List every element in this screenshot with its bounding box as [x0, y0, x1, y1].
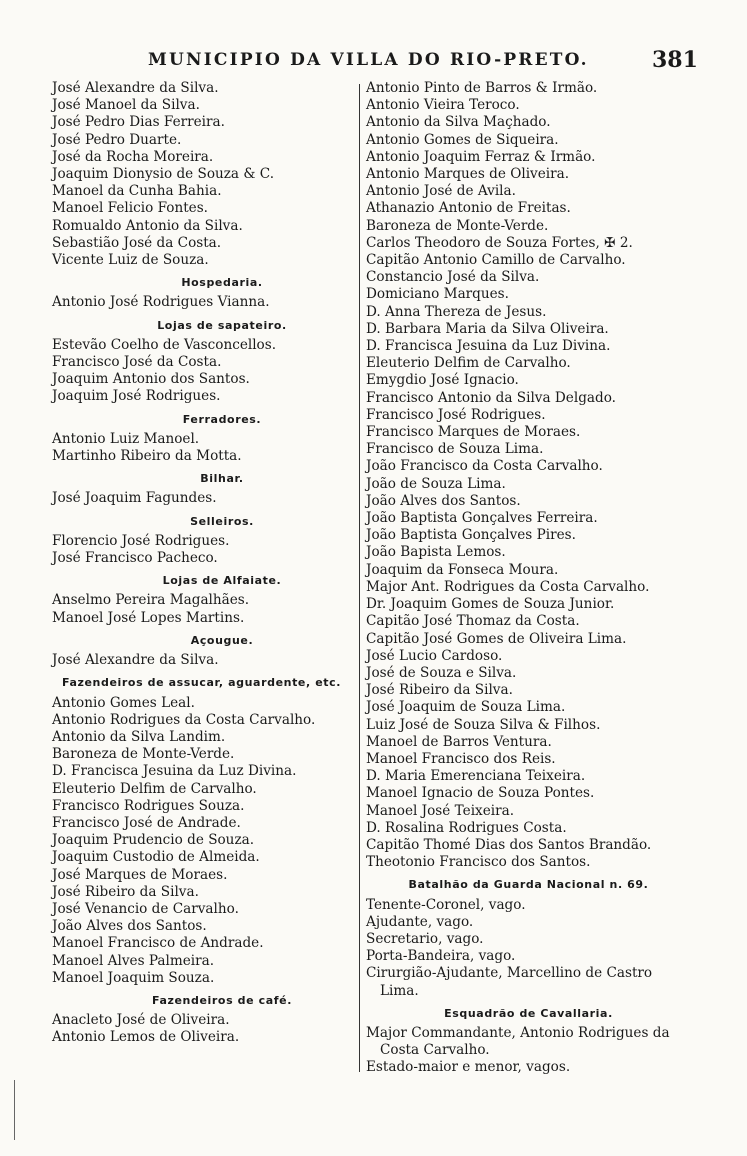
- section-heading-alfaiate: Lojas de Alfaiate.: [162, 574, 282, 588]
- list-item: Joaquim Custodio de Almeida.: [52, 849, 260, 866]
- section-heading-fazendeiros-assucar: Fazendeiros de assucar, aguardente, etc.: [62, 676, 342, 690]
- list-item: Ajudante, vago.: [366, 913, 474, 930]
- list-item: José Ribeiro da Silva.: [366, 682, 513, 699]
- list-item: Antonio da Silva Landim.: [52, 728, 226, 745]
- list-item: João Alves dos Santos.: [366, 492, 521, 509]
- list-item: Capitão Thomé Dias dos Santos Brandão.: [366, 836, 652, 853]
- list-item: Tenente-Coronel, vago.: [366, 896, 526, 913]
- list-item: Vicente Luiz de Souza.: [52, 252, 209, 269]
- list-item: D. Barbara Maria da Silva Oliveira.: [366, 320, 609, 337]
- list-item: José Lucio Cardoso.: [366, 647, 503, 664]
- page-header: [0, 47, 747, 80]
- margin-rule: [14, 1080, 15, 1140]
- list-item: Antonio Joaquim Ferraz & Irmão.: [366, 148, 596, 165]
- list-item: Capitão Antonio Camillo de Carvalho.: [366, 252, 626, 269]
- page-title: MUNICIPIO DA VILLA DO RIO-PRETO.: [148, 50, 589, 70]
- list-item: Anacleto José de Oliveira.: [52, 1012, 230, 1029]
- list-item: José Joaquim Fagundes.: [52, 490, 217, 507]
- list-item: Estado-maior e menor, vagos.: [366, 1059, 571, 1076]
- list-item: D. Maria Emerenciana Teixeira.: [366, 768, 586, 785]
- list-item: Luiz José de Souza Silva & Filhos.: [366, 716, 601, 733]
- list-item: José Alexandre da Silva.: [52, 652, 219, 669]
- list-item: Manoel José Lopes Martins.: [52, 609, 245, 626]
- list-item: Manoel da Cunha Bahia.: [52, 183, 222, 200]
- list-item: Baroneza de Monte-Verde.: [52, 746, 235, 763]
- list-item: Eleuterio Delfim de Carvalho.: [52, 780, 257, 797]
- list-item-continuation: Costa Carvalho.: [380, 1042, 490, 1059]
- list-item: D. Anna Thereza de Jesus.: [366, 303, 547, 320]
- list-item: José Manoel da Silva.: [52, 97, 200, 114]
- list-item: Cirurgião-Ajudante, Marcellino de Castro: [366, 965, 653, 982]
- list-item: João Baptista Gonçalves Pires.: [366, 527, 576, 544]
- list-item: Emygdio José Ignacio.: [366, 372, 519, 389]
- list-item: Dr. Joaquim Gomes de Souza Junior.: [366, 596, 615, 613]
- list-item: João de Souza Lima.: [366, 475, 506, 492]
- list-item: Baroneza de Monte-Verde.: [366, 217, 549, 234]
- section-heading-selleiros: Selleiros.: [190, 514, 254, 528]
- list-item: Antonio Pinto de Barros & Irmão.: [366, 80, 598, 96]
- list-item-continuation: Lima.: [380, 982, 419, 999]
- section-heading-bilhar: Bilhar.: [200, 472, 244, 486]
- list-item: João Bapista Lemos.: [366, 544, 506, 561]
- section-heading-batalhao: Batalhão da Guarda Nacional n. 69.: [408, 878, 649, 892]
- list-item: Manoel Francisco de Andrade.: [52, 935, 264, 952]
- list-item: Francisco José da Costa.: [52, 354, 222, 371]
- names-list-top: [52, 80, 352, 269]
- list-item: Manoel Ignacio de Souza Pontes.: [366, 785, 595, 802]
- list-item: Antonio da Silva Maçhado.: [366, 114, 551, 131]
- list-item: Sebastião José da Costa.: [52, 234, 222, 251]
- list-item: José Ribeiro da Silva.: [52, 883, 199, 900]
- list-item: José Alexandre da Silva.: [52, 80, 219, 96]
- list-item: Antonio José Rodrigues Vianna.: [52, 294, 270, 311]
- list-item: Joaquim Prudencio de Souza.: [52, 832, 255, 849]
- list-item: Estevão Coelho de Vasconcellos.: [52, 336, 277, 353]
- list-item: José Venancio de Carvalho.: [52, 900, 239, 917]
- list-item: José Pedro Duarte.: [52, 131, 182, 148]
- names-list-right: [366, 80, 691, 871]
- list-item: José Joaquim de Souza Lima.: [366, 699, 566, 716]
- list-item: Francisco José Rodrigues.: [366, 406, 546, 423]
- list-item: D. Rosalina Rodrigues Costa.: [366, 819, 567, 836]
- list-item: Manoel José Teixeira.: [366, 802, 515, 819]
- list-item: Anselmo Pereira Magalhães.: [52, 592, 250, 609]
- section-heading-fazendeiros-cafe: Fazendeiros de café.: [152, 993, 292, 1007]
- list-item: Antonio Vieira Teroco.: [366, 97, 520, 114]
- list-item: Romualdo Antonio da Silva.: [52, 217, 243, 234]
- list-item: Joaquim José Rodrigues.: [52, 388, 221, 405]
- column-divider: [359, 84, 360, 1072]
- list-item: Florencio José Rodrigues.: [52, 532, 230, 549]
- section-heading-acougue: Açougue.: [190, 633, 254, 647]
- list-item: José Marques de Moraes.: [52, 866, 228, 883]
- list-item: Domiciano Marques.: [366, 286, 509, 303]
- section-heading-sapateiro: Lojas de sapateiro.: [157, 318, 287, 332]
- list-item: José da Rocha Moreira.: [52, 148, 214, 165]
- list-item: Manoel Joaquim Souza.: [52, 969, 215, 986]
- section-heading-esquadrao: Esquadrão de Cavallaria.: [444, 1006, 613, 1020]
- list-item: D. Francisca Jesuina da Luz Divina.: [52, 763, 297, 780]
- list-item: Major Ant. Rodrigues da Costa Carvalho.: [366, 578, 650, 595]
- list-item: Manoel Felicio Fontes.: [52, 200, 209, 217]
- list-item: Major Commandante, Antonio Rodrigues da: [366, 1024, 670, 1041]
- list-item: D. Francisca Jesuina da Luz Divina.: [366, 338, 611, 355]
- list-item: Capitão José Gomes de Oliveira Lima.: [366, 630, 627, 647]
- list-item: Joaquim Dionysio de Souza & C.: [52, 166, 275, 183]
- list-item: Secretario, vago.: [366, 930, 484, 947]
- list-item: Francisco Marques de Moraes.: [366, 424, 581, 441]
- list-item: Antonio Gomes Leal.: [52, 694, 195, 711]
- list-item: Porta-Bandeira, vago.: [366, 948, 516, 965]
- list-item: Manoel Francisco dos Reis.: [366, 750, 556, 767]
- list-item: Antonio José de Avila.: [366, 183, 516, 200]
- left-column: [52, 80, 352, 1047]
- right-column: [366, 80, 691, 1077]
- list-item: José Francisco Pacheco.: [52, 550, 218, 567]
- list-item: Capitão José Thomaz da Costa.: [366, 613, 580, 630]
- list-item: Antonio Luiz Manoel.: [52, 430, 200, 447]
- list-item: Antonio Marques de Oliveira.: [366, 166, 570, 183]
- list-item: Antonio Rodrigues da Costa Carvalho.: [52, 711, 316, 728]
- list-item: Carlos Theodoro de Souza Fortes, ✠ 2.: [366, 234, 633, 251]
- list-item: João Baptista Gonçalves Ferreira.: [366, 510, 598, 527]
- list-item: Manoel Alves Palmeira.: [52, 952, 215, 969]
- list-item: Antonio Gomes de Siqueira.: [366, 131, 559, 148]
- list-item: Manoel de Barros Ventura.: [366, 733, 552, 750]
- list-item: Theotonio Francisco dos Santos.: [366, 854, 591, 871]
- list-item: Francisco Rodrigues Souza.: [52, 797, 245, 814]
- list-item: Francisco José de Andrade.: [52, 814, 241, 831]
- section-heading-hospedaria: Hospedaria.: [181, 276, 263, 290]
- list-item: José de Souza e Silva.: [366, 664, 517, 681]
- list-item: Antonio Lemos de Oliveira.: [52, 1029, 240, 1046]
- list-item: José Pedro Dias Ferreira.: [52, 114, 225, 131]
- list-item: Constancio José da Silva.: [366, 269, 540, 286]
- list-item: João Alves dos Santos.: [52, 918, 207, 935]
- list-item: Athanazio Antonio de Freitas.: [366, 200, 571, 217]
- list-item: Joaquim Antonio dos Santos.: [52, 371, 250, 388]
- page-number: 381: [652, 47, 698, 73]
- section-heading-ferradores: Ferradores.: [182, 412, 262, 426]
- list-item: Martinho Ribeiro da Motta.: [52, 448, 242, 465]
- list-item: Francisco de Souza Lima.: [366, 441, 544, 458]
- list-item: Eleuterio Delfim de Carvalho.: [366, 355, 571, 372]
- list-item: Francisco Antonio da Silva Delgado.: [366, 389, 616, 406]
- list-item: João Francisco da Costa Carvalho.: [366, 458, 603, 475]
- list-item: Joaquim da Fonseca Moura.: [366, 561, 559, 578]
